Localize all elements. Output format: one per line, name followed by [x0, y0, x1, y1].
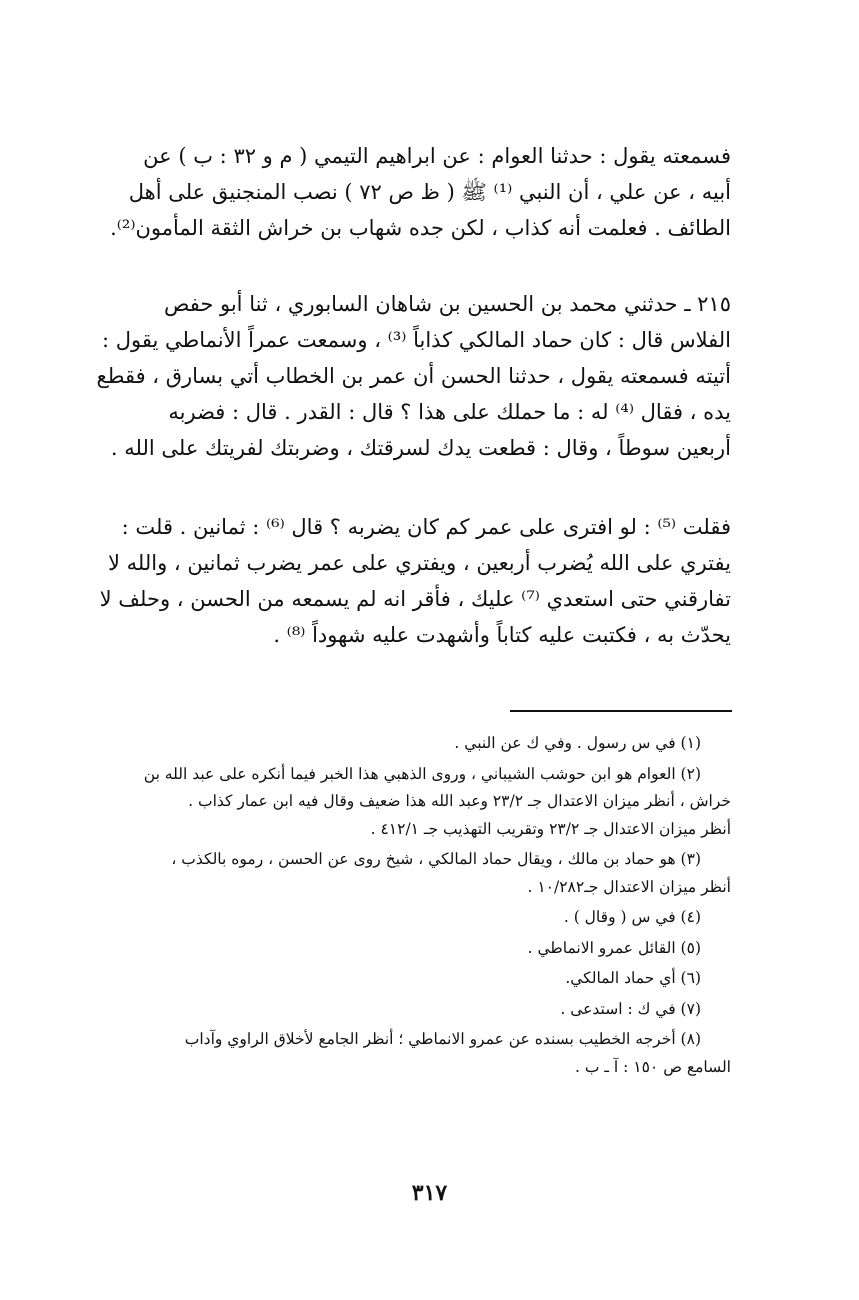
footnote-line: (٨) أخرجه الخطيب بسنده عن عمرو الانماطي ؛ أنظر الجامع لأخلاق الراوي وآداب	[184, 1030, 701, 1048]
text-line: فسمعته يقول : حدثنا العوام : عن ابراهيم التيمي ( م و ٣٢ : ب ) عن	[143, 144, 731, 168]
footnote-line: (٦) أي حماد المالكي.	[565, 969, 701, 987]
footnote-line: (٢) العوام هو ابن حوشب الشيباني ، وروى الذهبي هذا الخبر فيما أنكره على عبد الله بن	[143, 764, 701, 783]
body-paragraph-3	[99, 509, 731, 653]
text-line: يفتري على الله يُضرب أربعين ، ويفتري على عمر يضرب ثمانين ، والله لا	[107, 551, 731, 575]
text-line: ٢١٥ ـ حدثني محمد بن الحسين بن شاهان السابوري ، ثنا أبو حفص	[163, 292, 731, 316]
footnote-3	[123, 846, 731, 901]
text-line: أتيته فسمعته يقول ، حدثنا الحسن أن عمر بن الخطاب أتي بسارق ، فقطع	[96, 364, 731, 388]
footnote-5	[123, 935, 731, 963]
text-line: يده ، فقال ⁽⁴⁾ له : ما حملك على هذا ؟ قال : القدر . قال : فضربه	[168, 400, 731, 424]
footnotes	[123, 730, 731, 1084]
page-number: ٣١٧	[411, 1180, 448, 1206]
text-line: الطائف . فعلمت أنه كذاب ، لكن جده شهاب بن خراش الثقة المأمون⁽²⁾.	[110, 216, 731, 240]
text-line: أربعين سوطاً ، وقال : قطعت يدك لسرقتك ، وضربتك لفريتك على الله .	[110, 436, 731, 460]
body-paragraph-2	[96, 286, 731, 466]
footnote-line: (٣) هو حماد بن مالك ، ويقال حماد المالكي ، شيخ روى عن الحسن ، رموه بالكذب ،	[171, 850, 701, 868]
body-paragraph-1	[110, 138, 731, 246]
text-line: الفلاس قال : كان حماد المالكي كذاباً ⁽³⁾ ، وسمعت عمراً الأنماطي يقول :	[102, 328, 731, 352]
footnote-line: (١) في س رسول . وفي ك عن النبي .	[454, 734, 701, 752]
footnote-line: خراش ، أنظر ميزان الاعتدال جـ ٢٣/٢ وعبد الله هذا ضعيف وقال فيه ابن عمار كذاب .	[188, 792, 731, 810]
text-line: أبيه ، عن علي ، أن النبي ⁽¹⁾ ﷺ ( ظ ص ٧٢ ) نصب المنجنيق على أهل	[128, 180, 731, 204]
footnote-7	[123, 996, 731, 1024]
footnote-separator	[510, 710, 732, 712]
text-line: فقلت ⁽⁵⁾ : لو افترى على عمر كم كان يضربه ؟ قال ⁽⁶⁾ : ثمانين . قلت :	[121, 515, 731, 539]
text-line: تفارقني حتى استعدي ⁽⁷⁾ عليك ، فأقر انه لم يسمعه من الحسن ، وحلف لا	[99, 587, 731, 611]
text-line: يحدّث به ، فكتبت عليه كتاباً وأشهدت عليه شهوداً ⁽⁸⁾ .	[273, 623, 731, 647]
footnote-1	[123, 730, 731, 758]
footnote-line: السامع ص ١٥٠ : آ ـ ب .	[575, 1057, 731, 1076]
footnote-line: أنظر ميزان الاعتدال جـ ٢٣/٢ وتقريب التهذيب جـ ٤١٢/١ .	[370, 819, 731, 838]
footnote-line: (٤) في س ( وقال ) .	[563, 908, 701, 926]
footnote-line: (٥) القائل عمرو الانماطي .	[527, 938, 701, 957]
footnote-6	[123, 965, 731, 993]
footnote-line: (٧) في ك : استدعى .	[560, 999, 701, 1018]
footnote-line: أنظر ميزان الاعتدال جـ١٠/٢٨٢ .	[527, 877, 731, 896]
footnote-2	[123, 761, 731, 844]
footnote-4	[123, 904, 731, 932]
footnote-8	[123, 1026, 731, 1081]
